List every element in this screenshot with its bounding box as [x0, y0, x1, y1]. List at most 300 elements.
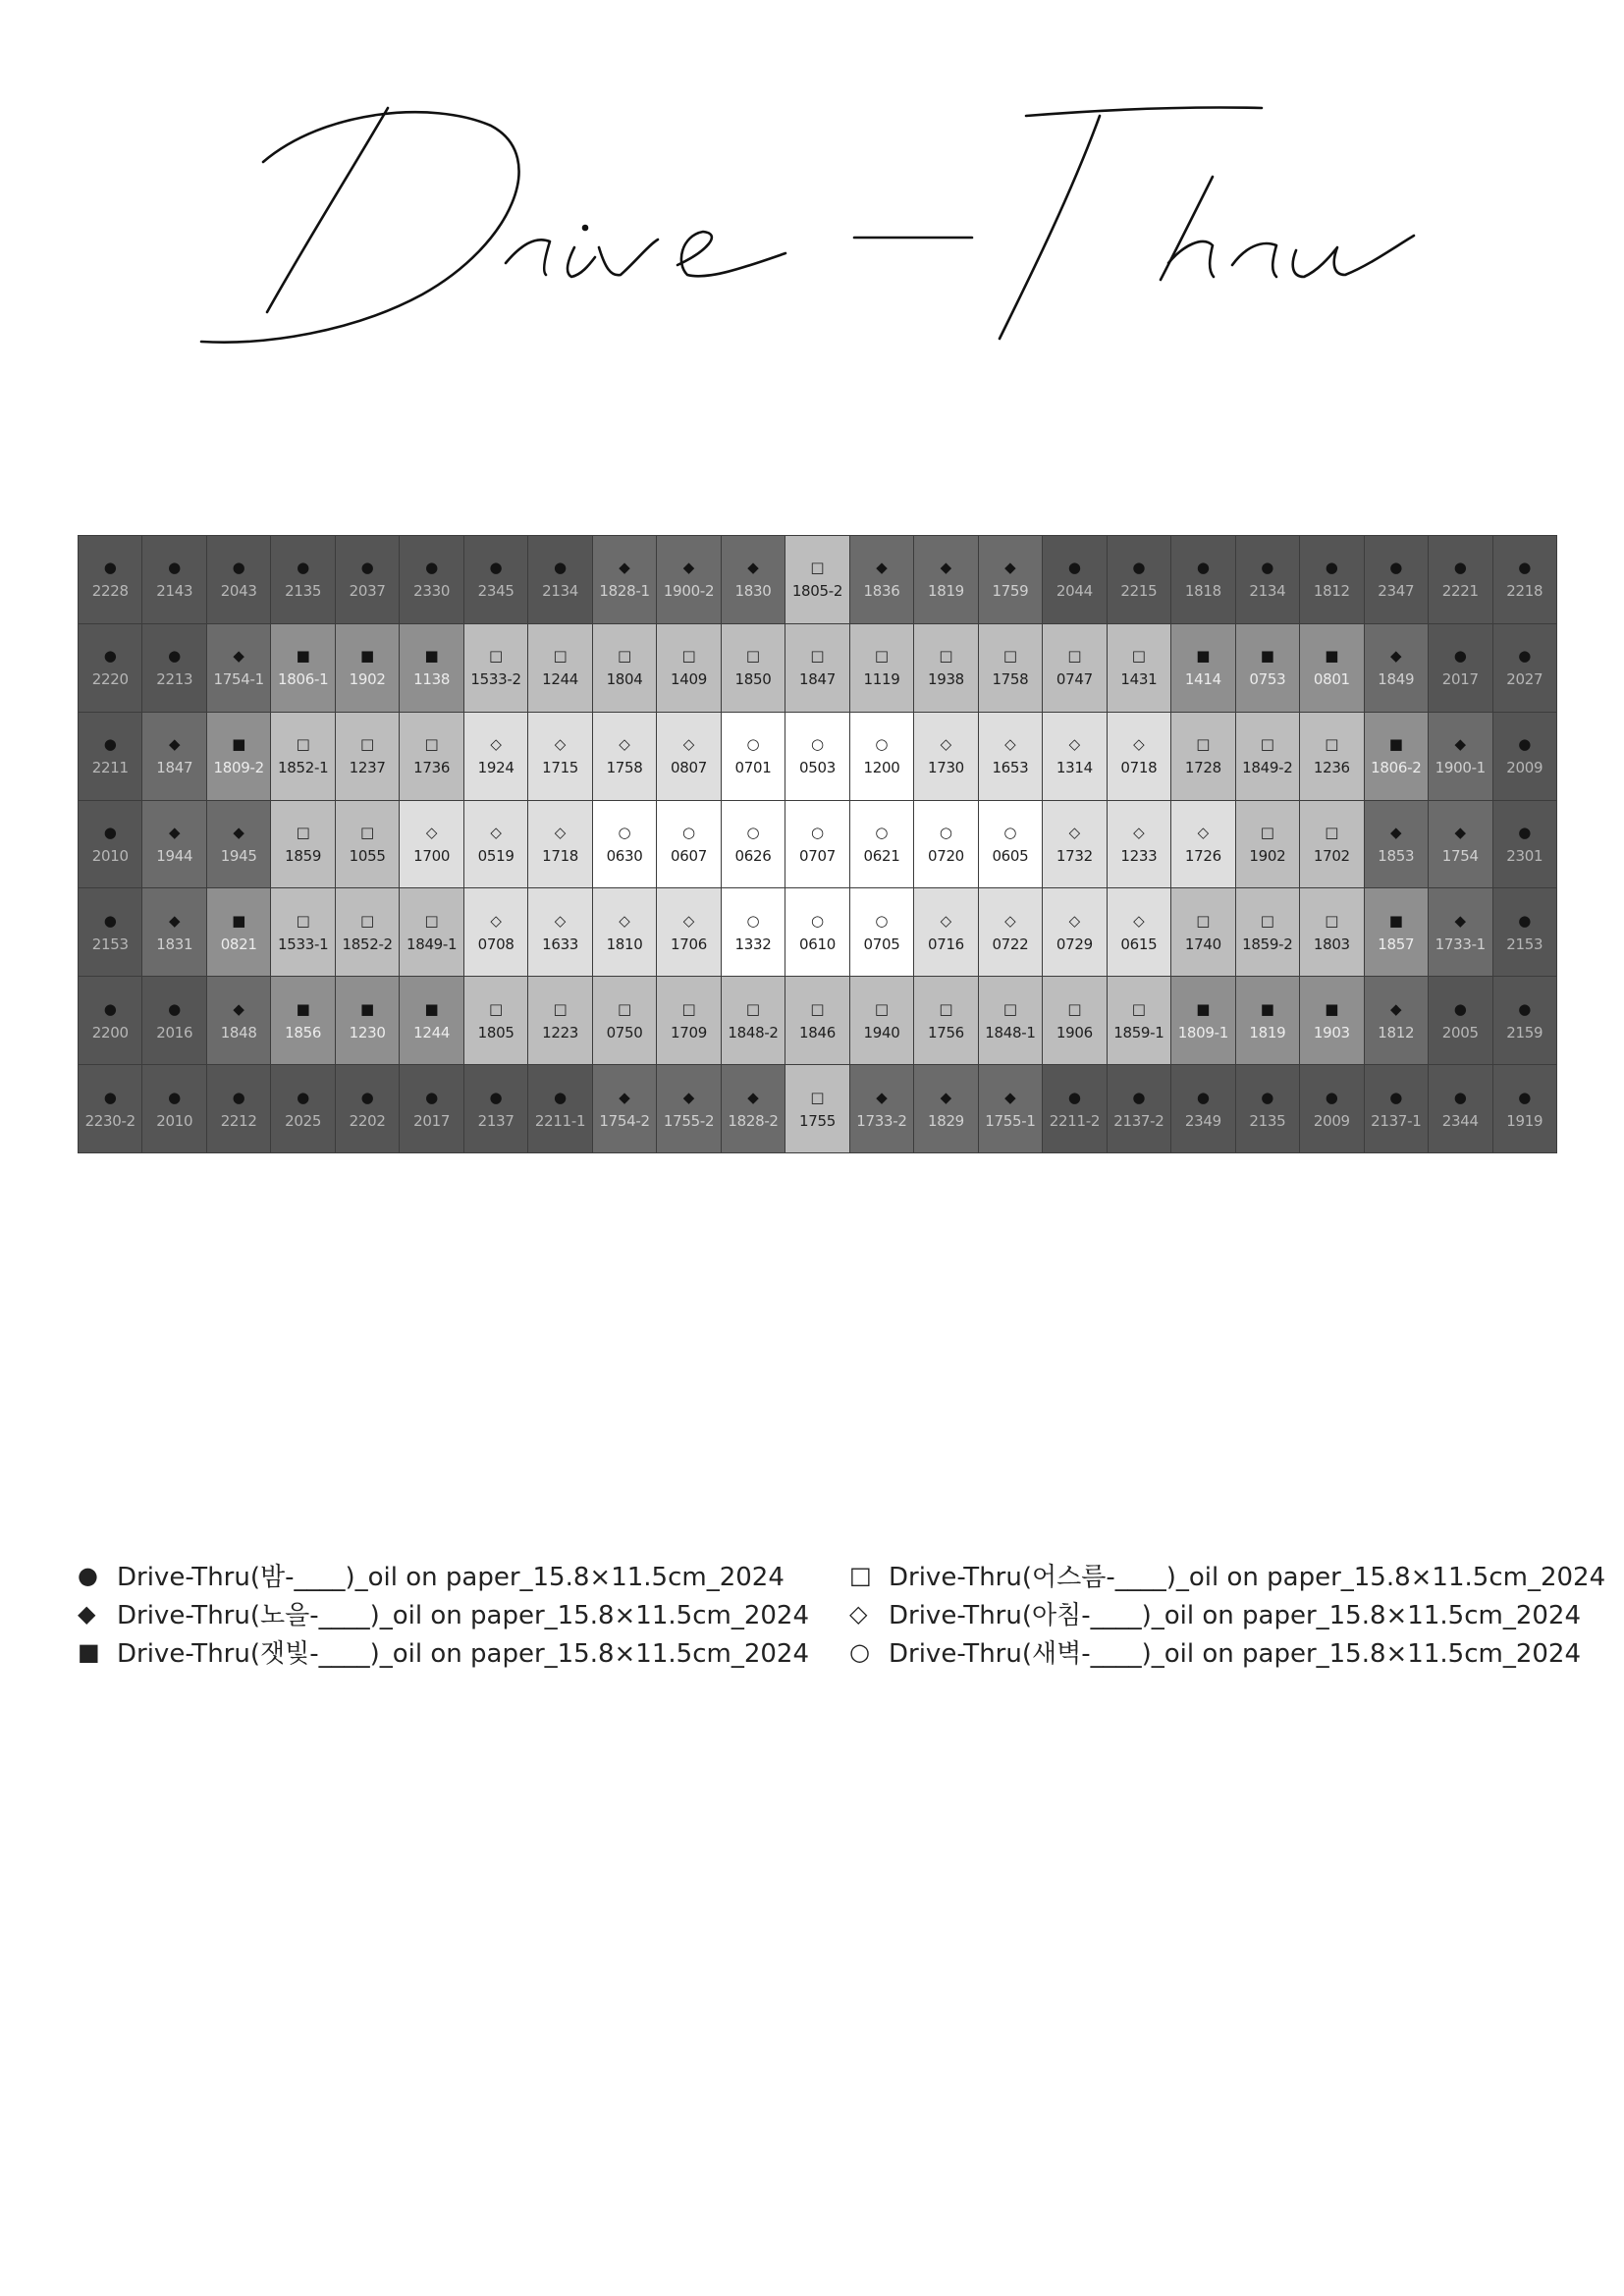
- cell-code: 1726: [1184, 846, 1221, 865]
- cell-code: 1754-1: [213, 670, 264, 689]
- cell-symbol-icon: □: [1067, 647, 1082, 666]
- cell-code: 1859: [285, 846, 322, 865]
- grid-cell: [785, 536, 849, 624]
- grid-cell: [914, 713, 978, 801]
- cell-code: 1828-1: [599, 582, 650, 601]
- grid-cell: [1429, 624, 1492, 713]
- cell-code: 1754: [1441, 846, 1479, 865]
- cell-symbol-icon: ◆: [233, 823, 244, 841]
- cell-symbol-icon: ●: [1518, 823, 1532, 841]
- legend-label: Drive-Thru(잿빛-____)_oil on paper_15.8×11.5cm_2024: [117, 1639, 809, 1669]
- grid-cell: [850, 536, 914, 624]
- grid-cell: [1365, 888, 1429, 977]
- grid-cell: [657, 713, 721, 801]
- cell-symbol-icon: ○: [939, 823, 952, 841]
- legend-column-left: [78, 1556, 809, 1671]
- grid-cell: [1171, 977, 1235, 1065]
- grid-cell: [271, 624, 335, 713]
- cell-symbol-icon: ●: [168, 999, 182, 1018]
- cell-symbol-icon: □: [1196, 735, 1211, 754]
- cell-code: 1706: [671, 934, 708, 953]
- grid-cell: [464, 977, 528, 1065]
- grid-cell: [207, 977, 271, 1065]
- grid-cell: [464, 624, 528, 713]
- cell-code: 2010: [156, 1111, 193, 1130]
- cell-code: 2134: [1249, 582, 1286, 601]
- cell-code: 1945: [220, 846, 257, 865]
- cell-code: 2230-2: [84, 1111, 135, 1130]
- cell-symbol-icon: ■: [1388, 735, 1403, 754]
- cell-symbol-icon: □: [360, 823, 375, 841]
- grid-cell: [207, 1065, 271, 1153]
- cell-code: 1755-2: [663, 1111, 715, 1130]
- grid-cell: [1300, 713, 1364, 801]
- cell-symbol-icon: ◆: [619, 559, 630, 577]
- cell-symbol-icon: □: [745, 999, 761, 1018]
- grid-cell: [657, 888, 721, 977]
- cell-symbol-icon: ●: [103, 1088, 117, 1106]
- cell-symbol-icon: □: [874, 647, 890, 666]
- grid-cell: [79, 624, 142, 713]
- cell-symbol-icon: ●: [1132, 1088, 1146, 1106]
- grid-cell: [1236, 888, 1300, 977]
- cell-code: 2215: [1120, 582, 1158, 601]
- cell-code: 1846: [799, 1023, 836, 1041]
- grid-cell: [336, 713, 400, 801]
- grid-cell: [657, 801, 721, 889]
- cell-code: 2137: [477, 1111, 514, 1130]
- cell-code: 1849-1: [406, 934, 458, 953]
- cell-code: 2349: [1184, 1111, 1221, 1130]
- cell-code: 1852-1: [277, 759, 329, 777]
- cell-code: 1803: [1313, 934, 1350, 953]
- cell-symbol-icon: ●: [1067, 559, 1081, 577]
- grid-cell: [850, 713, 914, 801]
- grid-cell: [722, 801, 785, 889]
- cell-symbol-icon: ◇: [554, 911, 567, 930]
- cell-code: 1055: [349, 846, 386, 865]
- cell-symbol-icon: □: [553, 647, 568, 666]
- cell-code: 1849: [1378, 670, 1415, 689]
- cell-symbol-icon: □: [489, 647, 504, 666]
- grid-cell: [979, 624, 1043, 713]
- grid-cell: [785, 624, 849, 713]
- cell-code: 1902: [349, 670, 386, 689]
- cell-symbol-icon: □: [810, 1088, 825, 1106]
- cell-symbol-icon: ■: [360, 999, 375, 1018]
- cell-code: 1759: [992, 582, 1029, 601]
- grid-cell: [1300, 801, 1364, 889]
- cell-symbol-icon: ◇: [1068, 911, 1081, 930]
- cell-symbol-icon: ○: [1003, 823, 1017, 841]
- cell-code: 2010: [91, 846, 129, 865]
- cell-symbol-icon: □: [360, 911, 375, 930]
- cell-symbol-icon: ■: [296, 999, 310, 1018]
- cell-symbol-icon: ○: [746, 823, 760, 841]
- cell-code: 2344: [1441, 1111, 1479, 1130]
- cell-symbol-icon: ◆: [619, 1088, 630, 1106]
- grid-cell: [914, 624, 978, 713]
- grid-cell: [79, 888, 142, 977]
- cell-code: 1119: [863, 670, 900, 689]
- cell-symbol-icon: ◇: [940, 911, 952, 930]
- cell-symbol-icon: ○: [875, 911, 889, 930]
- cell-code: 1730: [927, 759, 964, 777]
- cell-symbol-icon: □: [1131, 999, 1146, 1018]
- cell-code: 1533-1: [277, 934, 329, 953]
- grid-cell: [464, 536, 528, 624]
- grid-cell: [1108, 624, 1171, 713]
- cell-code: 1728: [1184, 759, 1221, 777]
- grid-cell: [1493, 888, 1557, 977]
- grid-cell: [1493, 977, 1557, 1065]
- cell-symbol-icon: ●: [168, 647, 182, 666]
- cell-code: 1836: [863, 582, 900, 601]
- cell-symbol-icon: ◇: [490, 823, 502, 841]
- grid-cell: [1043, 624, 1107, 713]
- cell-symbol-icon: ◇: [490, 911, 502, 930]
- cell-symbol-icon: ◇: [940, 735, 952, 754]
- cell-symbol-icon: ●: [1132, 559, 1146, 577]
- grid-cell: [207, 713, 271, 801]
- cell-symbol-icon: ■: [424, 647, 439, 666]
- cell-code: 1709: [671, 1023, 708, 1041]
- cell-code: 0708: [477, 934, 514, 953]
- cell-code: 2137-1: [1371, 1111, 1422, 1130]
- legend-label: Drive-Thru(노을-____)_oil on paper_15.8×11.5cm_2024: [117, 1601, 809, 1630]
- cell-symbol-icon: □: [360, 735, 375, 754]
- cell-code: 0821: [220, 934, 257, 953]
- grid-cell: [336, 536, 400, 624]
- cell-symbol-icon: ●: [232, 1088, 245, 1106]
- cell-code: 1819: [1249, 1023, 1286, 1041]
- cell-symbol-icon: □: [1325, 911, 1339, 930]
- cell-symbol-icon: □: [810, 999, 825, 1018]
- cell-code: 0722: [992, 934, 1029, 953]
- cell-symbol-icon: ◆: [233, 999, 244, 1018]
- cell-symbol-icon: ◇: [554, 735, 567, 754]
- cell-symbol-icon: ◆: [940, 1088, 952, 1106]
- cell-code: 1812: [1313, 582, 1350, 601]
- cell-code: 2009: [1506, 759, 1543, 777]
- cell-code: 1818: [1184, 582, 1221, 601]
- cell-code: 1924: [477, 759, 514, 777]
- cell-symbol-icon: ◇: [1068, 823, 1081, 841]
- cell-symbol-icon: □: [1260, 823, 1274, 841]
- cell-symbol-icon: ◇: [619, 911, 630, 930]
- cell-symbol-icon: □: [874, 999, 890, 1018]
- grid-cell: [722, 1065, 785, 1153]
- cell-code: 2212: [220, 1111, 257, 1130]
- grid-cell: [979, 977, 1043, 1065]
- cell-code: 1233: [1120, 846, 1158, 865]
- grid-cell: [785, 888, 849, 977]
- grid-cell: [1365, 977, 1429, 1065]
- grid-cell: [657, 624, 721, 713]
- cell-code: 1819: [927, 582, 964, 601]
- grid-cell: [1043, 801, 1107, 889]
- grid-cell: [271, 801, 335, 889]
- cell-code: 1244: [413, 1023, 451, 1041]
- cell-code: 2143: [156, 582, 193, 601]
- cell-symbol-icon: ●: [554, 1088, 568, 1106]
- grid-cell: [1300, 888, 1364, 977]
- grid-cell: [142, 1065, 206, 1153]
- cell-code: 1847: [156, 759, 193, 777]
- grid-cell: [593, 888, 657, 977]
- cell-symbol-icon: □: [939, 647, 953, 666]
- cell-symbol-icon: ◆: [168, 911, 181, 930]
- grid-cell: [464, 1065, 528, 1153]
- cell-symbol-icon: □: [1260, 911, 1274, 930]
- grid-cell: [1365, 801, 1429, 889]
- grid-cell: [1043, 977, 1107, 1065]
- cell-code: 1938: [927, 670, 964, 689]
- grid-cell: [1108, 713, 1171, 801]
- grid-cell: [1365, 1065, 1429, 1153]
- cell-code: 1906: [1056, 1023, 1093, 1041]
- cell-code: 0718: [1120, 759, 1158, 777]
- cell-code: 1812: [1378, 1023, 1415, 1041]
- grid-cell: [79, 801, 142, 889]
- cell-code: 2137-2: [1113, 1111, 1164, 1130]
- cell-symbol-icon: ●: [297, 1088, 310, 1106]
- cell-code: 1831: [156, 934, 193, 953]
- legend-label: Drive-Thru(아침-____)_oil on paper_15.8×11.5cm_2024: [889, 1601, 1581, 1630]
- grid-cell: [142, 624, 206, 713]
- grid-cell: [1365, 624, 1429, 713]
- grid-cell: [336, 1065, 400, 1153]
- grid-cell: [207, 536, 271, 624]
- cell-code: 1857: [1378, 934, 1415, 953]
- grid-cell: [1108, 888, 1171, 977]
- cell-code: 2228: [91, 582, 129, 601]
- cell-symbol-icon: ■: [1260, 647, 1274, 666]
- cell-code: 0701: [734, 759, 772, 777]
- grid-cell: [1236, 536, 1300, 624]
- legend-label: Drive-Thru(밤-____)_oil on paper_15.8×11.5cm_2024: [117, 1563, 785, 1592]
- cell-symbol-icon: ●: [1453, 647, 1467, 666]
- cell-symbol-icon: ◆: [682, 1088, 695, 1106]
- legend-column-right: [849, 1556, 1605, 1671]
- cell-code: 1900-1: [1435, 759, 1486, 777]
- cell-code: 1850: [734, 670, 772, 689]
- cell-code: 1847: [799, 670, 836, 689]
- cell-code: 2016: [156, 1023, 193, 1041]
- cell-code: 2037: [349, 582, 386, 601]
- grid-cell: [1300, 624, 1364, 713]
- cell-symbol-icon: ●: [1067, 1088, 1081, 1106]
- cell-code: 2330: [413, 582, 451, 601]
- grid-cell: [79, 1065, 142, 1153]
- grid-cell: [1429, 536, 1492, 624]
- cell-symbol-icon: ●: [489, 559, 503, 577]
- cell-symbol-icon: ●: [1518, 647, 1532, 666]
- cell-code: 1733-2: [856, 1111, 907, 1130]
- grid-cell: [1493, 713, 1557, 801]
- cell-symbol-icon: ◆: [1004, 1088, 1016, 1106]
- grid-cell: [785, 977, 849, 1065]
- cell-code: 0705: [863, 934, 900, 953]
- grid-cell: [593, 1065, 657, 1153]
- grid-cell: [400, 977, 463, 1065]
- cell-symbol-icon: ◇: [619, 735, 630, 754]
- cell-code: 1431: [1120, 670, 1158, 689]
- grid-cell: [914, 536, 978, 624]
- cell-symbol-icon: ●: [103, 647, 117, 666]
- cell-symbol-icon: ●: [425, 1088, 439, 1106]
- cell-code: 1740: [1184, 934, 1221, 953]
- cell-symbol-icon: □: [1260, 735, 1274, 754]
- grid-cell: [722, 713, 785, 801]
- legend-item-dawn: [849, 1632, 1605, 1671]
- grid-cell: [593, 977, 657, 1065]
- grid-cell: [850, 977, 914, 1065]
- cell-symbol-icon: ■: [232, 735, 246, 754]
- cell-symbol-icon: ●: [1518, 735, 1532, 754]
- cell-symbol-icon: ●: [1518, 999, 1532, 1018]
- cell-symbol-icon: ◇: [554, 823, 567, 841]
- grid-cell: [336, 801, 400, 889]
- cell-code: 2017: [1441, 670, 1479, 689]
- legend-item-night: [78, 1556, 809, 1594]
- cell-symbol-icon: ◆: [747, 1088, 759, 1106]
- grid-cell: [79, 977, 142, 1065]
- cell-code: 2025: [285, 1111, 322, 1130]
- grid-cell: [528, 977, 592, 1065]
- cell-code: 1940: [863, 1023, 900, 1041]
- cell-code: 1758: [992, 670, 1029, 689]
- filled-diamond-icon: ◆: [78, 1599, 96, 1628]
- grid-cell: [400, 801, 463, 889]
- cell-code: 2211-1: [534, 1111, 586, 1130]
- cell-code: 1902: [1249, 846, 1286, 865]
- cell-symbol-icon: ●: [1389, 1088, 1403, 1106]
- cell-symbol-icon: ◆: [940, 559, 952, 577]
- cell-code: 1314: [1056, 759, 1093, 777]
- cell-symbol-icon: ●: [1453, 1088, 1467, 1106]
- cell-symbol-icon: ●: [1261, 1088, 1274, 1106]
- cell-symbol-icon: ●: [360, 559, 374, 577]
- legend-item-twilight: [849, 1556, 1605, 1594]
- grid-cell: [1493, 801, 1557, 889]
- artwork-grid: [78, 535, 1557, 1153]
- cell-code: 0615: [1120, 934, 1158, 953]
- grid-cell: [1043, 713, 1107, 801]
- cell-symbol-icon: ●: [1325, 1088, 1338, 1106]
- grid-cell: [1236, 713, 1300, 801]
- grid-cell: [1236, 801, 1300, 889]
- grid-cell: [979, 536, 1043, 624]
- cell-symbol-icon: □: [296, 911, 310, 930]
- cell-code: 2200: [91, 1023, 129, 1041]
- cell-code: 1848-2: [728, 1023, 779, 1041]
- grid-cell: [142, 801, 206, 889]
- cell-code: 0801: [1313, 670, 1350, 689]
- grid-cell: [1043, 536, 1107, 624]
- cell-code: 1700: [413, 846, 451, 865]
- grid-cell: [850, 1065, 914, 1153]
- grid-cell: [1429, 888, 1492, 977]
- cell-symbol-icon: □: [939, 999, 953, 1018]
- cell-code: 0753: [1249, 670, 1286, 689]
- cell-symbol-icon: ●: [1453, 559, 1467, 577]
- grid-cell: [400, 888, 463, 977]
- cell-symbol-icon: ■: [1325, 647, 1339, 666]
- hollow-diamond-icon: ◇: [849, 1599, 868, 1628]
- cell-symbol-icon: ●: [168, 559, 182, 577]
- grid-cell: [1171, 801, 1235, 889]
- cell-symbol-icon: ◇: [425, 823, 438, 841]
- grid-cell: [1493, 1065, 1557, 1153]
- cell-code: 1200: [863, 759, 900, 777]
- grid-cell: [1429, 977, 1492, 1065]
- cell-code: 0750: [606, 1023, 643, 1041]
- grid-cell: [979, 801, 1043, 889]
- cell-code: 1755: [799, 1111, 836, 1130]
- cell-code: 1237: [349, 759, 386, 777]
- cell-code: 2027: [1506, 670, 1543, 689]
- cell-symbol-icon: □: [296, 823, 310, 841]
- cell-symbol-icon: □: [1131, 647, 1146, 666]
- cell-code: 2211-2: [1049, 1111, 1101, 1130]
- cell-code: 1852-2: [342, 934, 393, 953]
- cell-symbol-icon: ◇: [1133, 823, 1145, 841]
- grid-cell: [1108, 977, 1171, 1065]
- grid-cell: [914, 888, 978, 977]
- grid-cell: [785, 1065, 849, 1153]
- legend-item-sunset: [78, 1594, 809, 1632]
- grid-cell: [914, 801, 978, 889]
- cell-symbol-icon: ■: [296, 647, 310, 666]
- cell-symbol-icon: □: [810, 559, 825, 577]
- cell-symbol-icon: ◇: [1004, 911, 1016, 930]
- grid-cell: [79, 713, 142, 801]
- cell-code: 0607: [671, 846, 708, 865]
- cell-symbol-icon: ○: [810, 823, 825, 841]
- cell-code: 0626: [734, 846, 772, 865]
- grid-cell: [271, 888, 335, 977]
- cell-code: 1138: [413, 670, 451, 689]
- cell-code: 2211: [91, 759, 129, 777]
- cell-symbol-icon: ◆: [1004, 559, 1016, 577]
- cell-symbol-icon: □: [1002, 647, 1018, 666]
- cell-symbol-icon: ●: [232, 559, 245, 577]
- grid-cell: [979, 888, 1043, 977]
- grid-cell: [1108, 1065, 1171, 1153]
- cell-code: 1633: [542, 934, 579, 953]
- cell-code: 0707: [799, 846, 836, 865]
- grid-cell: [400, 624, 463, 713]
- cell-symbol-icon: ●: [1518, 559, 1532, 577]
- cell-symbol-icon: ●: [297, 559, 310, 577]
- cell-symbol-icon: ○: [746, 735, 760, 754]
- cell-symbol-icon: ○: [875, 735, 889, 754]
- cell-code: 0610: [799, 934, 836, 953]
- cell-code: 1809-2: [213, 759, 264, 777]
- cell-symbol-icon: ●: [425, 559, 439, 577]
- grid-cell: [464, 801, 528, 889]
- grid-cell: [271, 1065, 335, 1153]
- grid-cell: [979, 713, 1043, 801]
- grid-cell: [142, 713, 206, 801]
- cell-code: 2202: [349, 1111, 386, 1130]
- grid-cell: [593, 624, 657, 713]
- grid-cell: [464, 713, 528, 801]
- cell-symbol-icon: □: [810, 647, 825, 666]
- legend: [78, 1556, 1606, 1683]
- cell-code: 0747: [1056, 670, 1093, 689]
